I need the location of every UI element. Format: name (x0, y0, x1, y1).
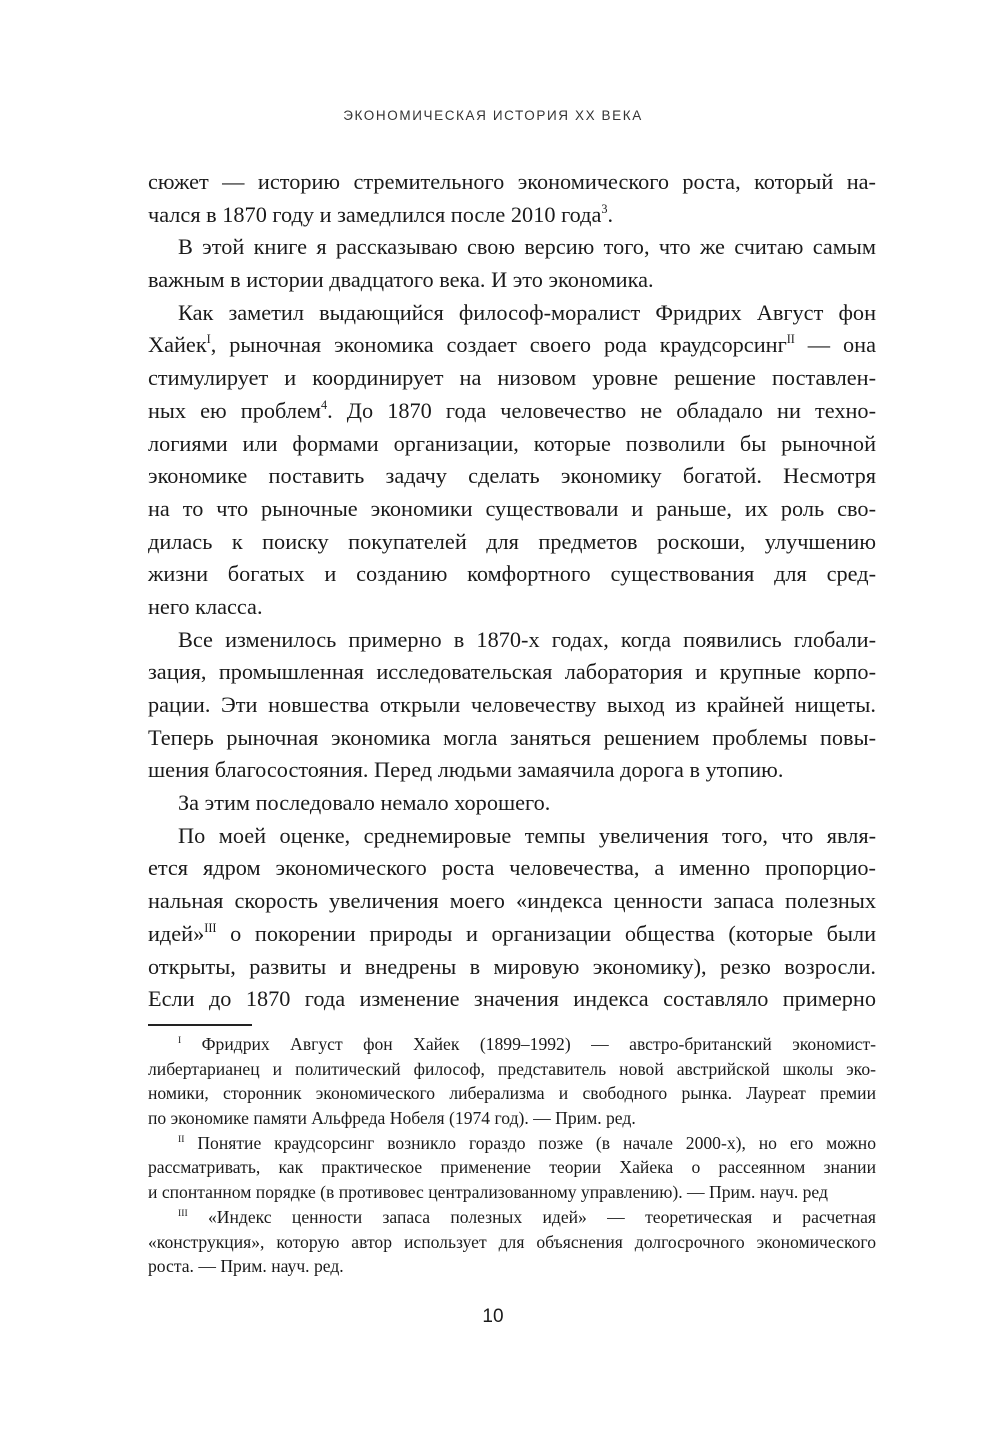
text-segment: Понятие краудсорсинг возникло гораздо позже (в начале 2000-х), но его можно (184, 1132, 876, 1153)
text-line (148, 1032, 876, 1057)
footnote-marker: 3 (601, 201, 608, 216)
text-segment: ется ядром экономического роста человечества, а именно пропорцио- (148, 855, 876, 881)
text-line (148, 558, 876, 591)
footnote-divider (148, 1024, 252, 1026)
text-segment: логиями или формами организации, которые позволили бы рыночной (148, 430, 876, 456)
paragraph (148, 231, 876, 296)
footnote (148, 1131, 876, 1205)
text-segment: стимулирует и координирует на низовом уровне решение поставлен- (148, 365, 876, 391)
footnotes (148, 1032, 876, 1279)
text-line (148, 526, 876, 559)
text-segment: ных ею проблем (148, 397, 321, 423)
text-segment: номики, сторонник экономического либерализма и свободного рынка. Лауреат премии (148, 1083, 876, 1104)
text-segment: — она (794, 332, 876, 358)
paragraph (148, 166, 876, 231)
text-segment: сюжет — историю стремительного экономического роста, который на- (148, 169, 876, 194)
footnote (148, 1032, 876, 1131)
text-segment: За этим последовало немало хорошего. (178, 790, 551, 816)
text-line (148, 199, 876, 232)
text-segment: открыты, развиты и внедрены в мировую экономику), резко возросли. (148, 953, 876, 979)
footnote-marker: 4 (320, 397, 328, 412)
text-segment: . До 1870 года человечество не обладало ни техно- (327, 397, 876, 423)
text-line (148, 1081, 876, 1106)
text-segment: зация, промышленная исследовательская лаборатория и крупные корпо- (148, 659, 876, 685)
text-line (148, 1106, 876, 1131)
text-segment: Как заметил выдающийся философ-моралист Фридрих Август фон (178, 299, 876, 325)
footnote (148, 1205, 876, 1279)
paragraph (148, 820, 876, 1016)
text-line (148, 852, 876, 885)
text-segment: Теперь рыночная экономика могла заняться решением проблемы повы- (148, 724, 876, 750)
text-line (148, 951, 876, 984)
text-segment: рации. Эти новшества открыли человечеству выход из крайней нищеты. (148, 692, 876, 717)
text-line (148, 1131, 876, 1156)
footnote-marker: II (786, 332, 795, 347)
running-header: ЭКОНОМИЧЕСКАЯ ИСТОРИЯ XX ВЕКА (343, 108, 643, 123)
text-segment: на то что рыночные экономики существовали и раньше, их роль сво- (148, 495, 876, 521)
footnote-marker: I (178, 1034, 182, 1046)
footnote-marker: III (204, 920, 217, 935)
text-line (148, 362, 876, 395)
text-segment: По моей оценке, среднемировые темпы увеличения того, что явля- (178, 822, 876, 848)
text-segment: роста. — Прим. науч. ред. (148, 1256, 344, 1277)
text-line (148, 656, 876, 689)
text-segment: Если до 1870 года изменение значения индекса составляло примерно (148, 986, 876, 1012)
text-line (148, 395, 876, 428)
text-line (148, 1057, 876, 1082)
text-line (148, 918, 876, 951)
text-segment: него класса. (148, 593, 263, 619)
paragraph (148, 297, 876, 624)
text-line (148, 297, 876, 330)
footnote-marker: I (206, 332, 211, 347)
text-line (148, 264, 876, 297)
text-line (148, 754, 876, 787)
text-segment: Хайек (148, 332, 207, 358)
text-line (148, 1205, 876, 1230)
text-line (148, 591, 876, 624)
text-segment: экономике поставить задачу сделать экономику богатой. Несмотря (148, 463, 876, 489)
text-line (148, 820, 876, 853)
text-segment: чался в 1870 году и замедлился после 2010 года (148, 201, 602, 227)
text-segment: дилась к поиску покупателей для предметов роскоши, улучшению (148, 528, 876, 554)
text-line (148, 1155, 876, 1180)
text-line (148, 493, 876, 526)
text-segment: и спонтанном порядке (в противовес централизованному управлению). — Прим. науч. ред (148, 1182, 828, 1203)
text-segment: важным в истории двадцатого века. И это экономика. (148, 267, 654, 293)
text-segment: либертарианец и политический философ, представитель новой австрийской школы эко- (148, 1058, 876, 1079)
text-segment: идей» (148, 920, 205, 946)
text-segment: рассматривать, как практическое применение теории Хайека о рассеянном знании (148, 1157, 876, 1178)
footnote-marker: II (178, 1133, 185, 1145)
text-segment: . (607, 201, 614, 227)
text-line (148, 1254, 876, 1279)
page-number: 10 (482, 1306, 504, 1327)
paragraph (148, 787, 876, 820)
text-line (148, 624, 876, 657)
text-segment: о покорении природы и организации общества (которые были (216, 920, 876, 946)
text-line (148, 1180, 876, 1205)
text-line (148, 329, 876, 362)
paragraph (148, 624, 876, 787)
text-line (148, 787, 876, 820)
text-segment: шения благосостояния. Перед людьми замаячила дорога в утопию. (148, 757, 784, 783)
text-line (148, 689, 876, 722)
text-line (148, 983, 876, 1016)
text-segment: Все изменилось примерно в 1870-х годах, когда появились глобали- (178, 626, 876, 652)
text-segment: по экономике памяти Альфреда Нобеля (1974 год). — Прим. ред. (148, 1108, 636, 1129)
text-segment: жизни богатых и созданию комфортного существования для сред- (148, 561, 876, 587)
text-line (148, 428, 876, 461)
text-line (148, 166, 876, 199)
text-line (148, 460, 876, 493)
text-segment: «конструкция», которую автор использует для объяснения долгосрочного экономического (148, 1231, 876, 1252)
text-segment: Фридрих Август фон Хайек (1899–1992) — австро-британский экономист- (181, 1034, 876, 1054)
text-segment: , рыночная экономика создает своего рода краудсорсинг (210, 332, 787, 358)
text-segment: «Индекс ценности запаса полезных идей» — теоретическая и расчетная (187, 1206, 876, 1227)
text-line (148, 885, 876, 918)
text-line (148, 231, 876, 264)
text-line (148, 1230, 876, 1255)
text-segment: В этой книге я рассказываю свою версию того, что же считаю самым (178, 234, 876, 260)
text-line (148, 722, 876, 755)
text-segment: нальная скорость увеличения моего «индекса ценности запаса полезных (148, 888, 876, 914)
body-text (148, 166, 876, 1016)
footnote-marker: III (178, 1207, 188, 1219)
